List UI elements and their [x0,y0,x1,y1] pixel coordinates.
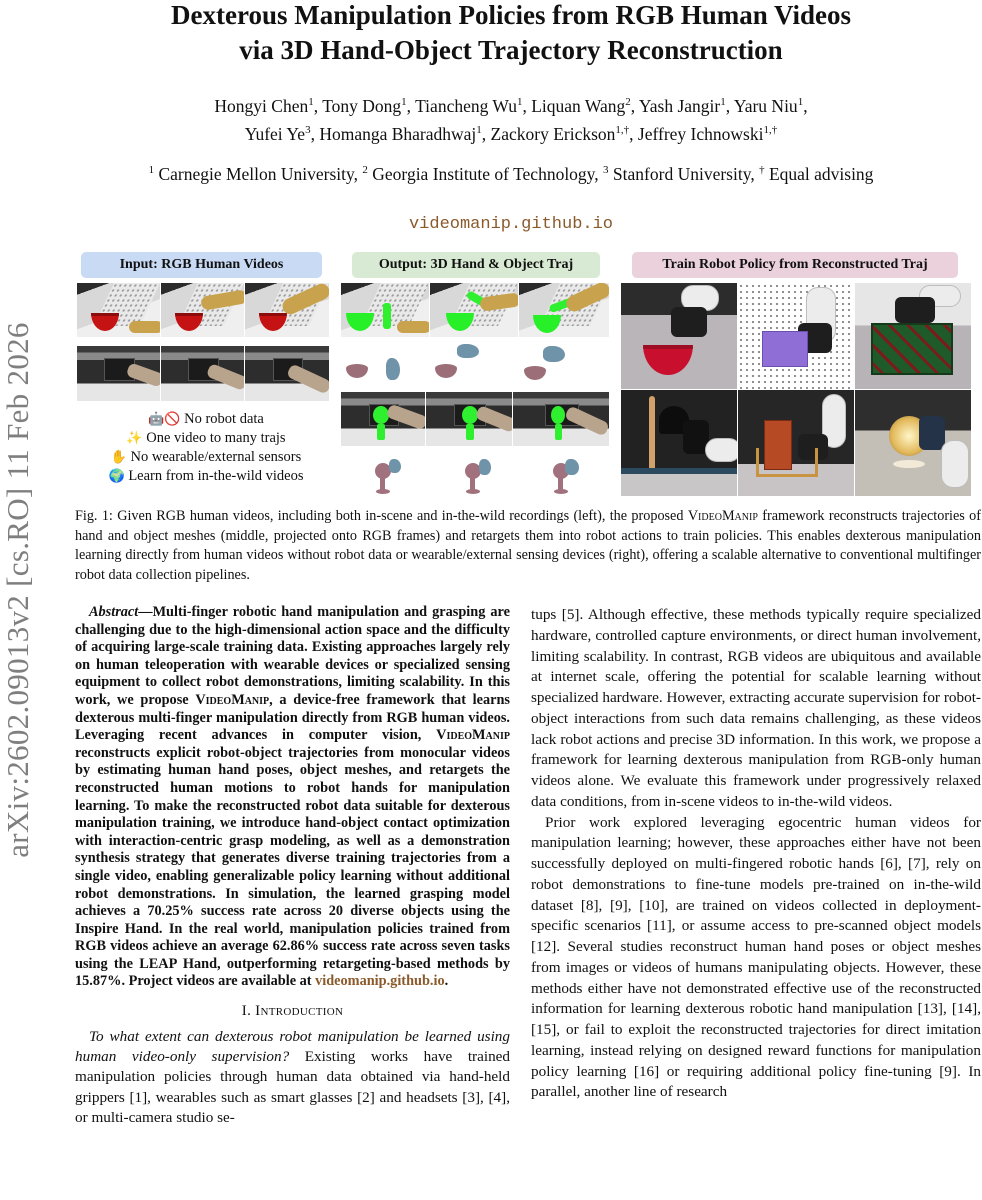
author-name: Yufei Ye [244,123,306,144]
bowl-mesh [524,366,546,380]
author-name: Jeffrey Ichnowski [637,123,764,144]
arxiv-identifier-stamp: arXiv:2602.09013v2 [cs.RO] 11 Feb 2026 [0,322,35,858]
input-video-strip-in-the-wild [77,346,329,401]
affiliation-name: Carnegie Mellon University [158,164,354,184]
bowl-mesh [346,364,368,378]
affiliation-name: Georgia Institute of Technology [372,164,595,184]
video-frame [245,346,329,401]
hand-mesh [543,346,565,362]
author-name: Liquan Wang [531,95,626,116]
author-affil-sup: 1,† [615,123,630,136]
author-name: Yaru Niu [733,95,798,116]
affil-sup: † [759,164,765,177]
intro-text: Existing works have trained manipulation policies through human data obtained via hand-held grippers [1], wearables such as smart glasses [2] and headsets [3], [4], or multi-camera studio se- [75,1048,511,1127]
output-mesh-row-lamp [341,455,609,500]
author-affil-sup: 3 [305,123,311,136]
method-name: VideoManip [687,508,758,524]
robot-task-drawer [738,283,854,389]
figure-caption [75,507,981,585]
output-projected-frames-in-scene [341,283,609,337]
figure-label-output: Output: 3D Hand & Object Traj [352,252,600,278]
author-affil-sup: 1 [516,96,523,108]
right-column [531,605,981,1103]
authors-line-1: Hongyi Chen$^1$, Tony Dong$^1$, Tiancheng Wu$^1$, Liquan Wang$^2$, Yash Jangir$^1$, Yaru Niu$^1$, [214,95,808,116]
bowl-mesh [435,364,457,378]
abstract [75,604,510,991]
method-name: VideoManip [195,691,270,708]
feature-text: No wearable/external sensors [130,449,302,465]
abstract-label: Abstract [89,604,139,620]
title-line-1: Dexterous Manipulation Policies from RGB Human Videos [170,0,852,30]
author-affil-sup: 1 [797,96,804,108]
feature-list [75,410,337,486]
globe-icon: 🌍 [108,469,125,484]
left-column [75,604,510,1129]
abstract-text: , a device-free framework that learns dexterous multi-finger manipulation directly from RGB human videos. Leveraging recent advances in computer vision, [75,691,510,744]
robot-task-cereal-box [738,390,854,496]
intro-paragraph [75,1027,510,1129]
feature-text: Learn from in-the-wild videos [128,468,304,484]
figure-label-train: Train Robot Policy from Reconstructed Traj [632,252,958,278]
author-affil-sup: 1 [720,96,726,108]
projected-frame [341,283,429,337]
hand-mesh [457,344,479,358]
abstract-period: . [444,973,449,990]
robot-prohibited-icon: 🤖🚫 [148,412,181,427]
video-frame [161,346,244,401]
projected-frame [341,392,425,446]
affiliations: $^1$ Carnegie Mellon University, $^2$ Georgia Institute of Technology, $^3$ Stanford University, † Equal advising [148,164,874,184]
robot-task-basket [855,283,971,389]
section-heading-introduction: I. Introduction [241,1003,344,1020]
author-name: Homanga Bharadhwaj [319,123,477,144]
affil-sup: 2 [362,164,368,177]
hand-mesh [565,459,579,475]
intro-paragraph-continued: tups [5]. Although effective, these methods typically require specialized hardware, controlled capture environments, or direct human involvement, limiting scalability. In contrast, RGB videos are ubiquitous and available at internet scale, offering the potential for scalable learning without specialized hardware. However, extracting accurate supervision for robot-object interactions from such data remains challenging, as these videos lack robot actions and precise 3D information. In this work, we propose a framework for learning dexterous manipulation from RGB-only human videos alone. We evaluate this framework under progressively relaxed data conditions, from in-scene videos to in-the-wild videos. [531,606,981,810]
author-affil-sup: 1 [308,96,314,108]
authors-line-2: Yufei Ye$^3$, Homanga Bharadhwaj$^1$, Zackory Erickson$^{1,\dagger}$, Jeffrey Ichnowski$^{1,\dagger}$ [244,123,778,144]
input-video-strip-in-scene [77,283,329,337]
projected-frame [426,392,512,446]
video-frame [77,283,160,337]
robot-task-bowl [621,283,737,389]
affil-sup: 3 [603,164,609,177]
caption-text: framework reconstructs trajectories of hand and object meshes (middle, projected onto RGB frames) and retargets them into robot actions to train policies. This enables dexterous manipulation learning directly from human videos without robot data or wearable/external sensing devices (right), offering a scalable alternative to conventional multifinger robot data collection pipelines. [75,508,981,583]
feature-text: No robot data [184,411,264,427]
video-frame [161,283,244,337]
feature-text: One video to many trajs [146,430,286,446]
author-name: Tiancheng Wu [415,95,517,116]
author-affil-sup: 2 [625,96,631,108]
hand-icon: ✋ [110,450,127,465]
feature-item [75,410,337,429]
title-line-2: via 3D Hand-Object Trajectory Reconstruction [239,35,783,65]
author-name: Zackory Erickson [490,123,616,144]
projected-frame [513,392,609,446]
robot-task-hang-cap [621,390,737,496]
feature-item [75,467,337,486]
hand-mesh [386,358,400,380]
author-affil-sup: 1,† [763,123,778,136]
output-projected-frames-in-the-wild [341,392,609,446]
paper-title [60,0,962,68]
robot-task-lamp [855,390,971,496]
sparkles-icon: ✨ [126,431,143,446]
abstract-dash: — [138,604,153,620]
affiliation-name: Equal advising [768,164,874,184]
affil-sup: 1 [148,164,155,177]
video-frame [245,283,329,337]
project-url-link[interactable]: videomanip.github.io [408,215,614,234]
project-link[interactable]: videomanip.github.io [315,973,445,990]
author-affil-sup: 1 [476,123,482,136]
research-question: To what extent can dexterous robot manipulation be learned using human video-only supervision? [75,1027,510,1066]
author-affil-sup: 1 [401,96,407,108]
author-name: Tony Dong [322,95,402,116]
video-frame [77,346,160,401]
method-name: VideoManip [436,727,510,744]
hand-mesh [389,459,401,473]
affiliation-name: Stanford University [612,164,751,184]
abstract-text: reconstructs explicit robot-object trajectories from monocular videos by estimating human hand poses, object meshes, and retargets the reconstructed human motions to robot hands for manipulation learning. To make the reconstructed robot data suitable for dexterous manipulation training, we introduce hand-object contact optimization with interaction-centric grasp modeling, as well as a demonstration synthesis strategy that generates diverse training trajectories from a single video, enabling generalizable policy learning without additional robot demonstrations. In simulation, the learned grasping model achieves a 70.25% success rate across 20 diverse objects using the Inspire Hand. In the real world, manipulation policies trained from RGB videos achieve an average 62.86% success rate across seven tasks using the LEAP Hand, outperforming retargeting-based methods by 15.87%. Project videos are available at [75,744,510,990]
caption-text: Fig. 1: Given RGB human videos, including both in-scene and in-the-wild recordings (left), the proposed [75,508,688,524]
intro-paragraph-prior-work: Prior work explored leveraging egocentric human videos for manipulation learning; however, these approaches either have not been successfully deployed on multi-fingered robotic hands [6], [7], rely on robot demonstrations to fine-tune models pre-trained on in-the-wild dataset [8], [9], [10], are trained on videos collected in deployment-specific scenarios [11], or assume access to pre-scanned object models [12]. Several studies reconstruct human hand poses or object meshes from images or videos of humans manipulating objects. However, these methods either have not demonstrated effective use of the reconstructed information for learning dexterous robotic hand manipulation [13], [14], [15], or fail to exploit the reconstructed trajectories for direct imitation learning, instead relying on designed reward functions for manipulation policy learning [16] or requiring additional policy fine-tuning [9]. In parallel, another line of research [531,813,981,1101]
abstract-text: Multi-finger robotic hand manipulation and grasping are challenging due to the high-dimensional action space and the difficulty of acquiring large-scale training data. Existing approaches largely rely on human teleoperation with wearable devices or specialized sensing equipment to collect robot demonstrations, limiting scalability. In this work, we propose [75,604,510,708]
projected-frame [430,283,518,337]
feature-item [75,448,337,467]
output-mesh-row-bowl-bottle [341,340,609,385]
hand-mesh [479,459,491,475]
feature-item [75,429,337,448]
projected-frame [519,283,609,337]
author-name: Hongyi Chen [214,95,309,116]
figure-label-input: Input: RGB Human Videos [81,252,322,278]
author-list [60,90,962,146]
author-name: Yash Jangir [638,95,721,116]
robot-policy-grid [621,283,971,496]
